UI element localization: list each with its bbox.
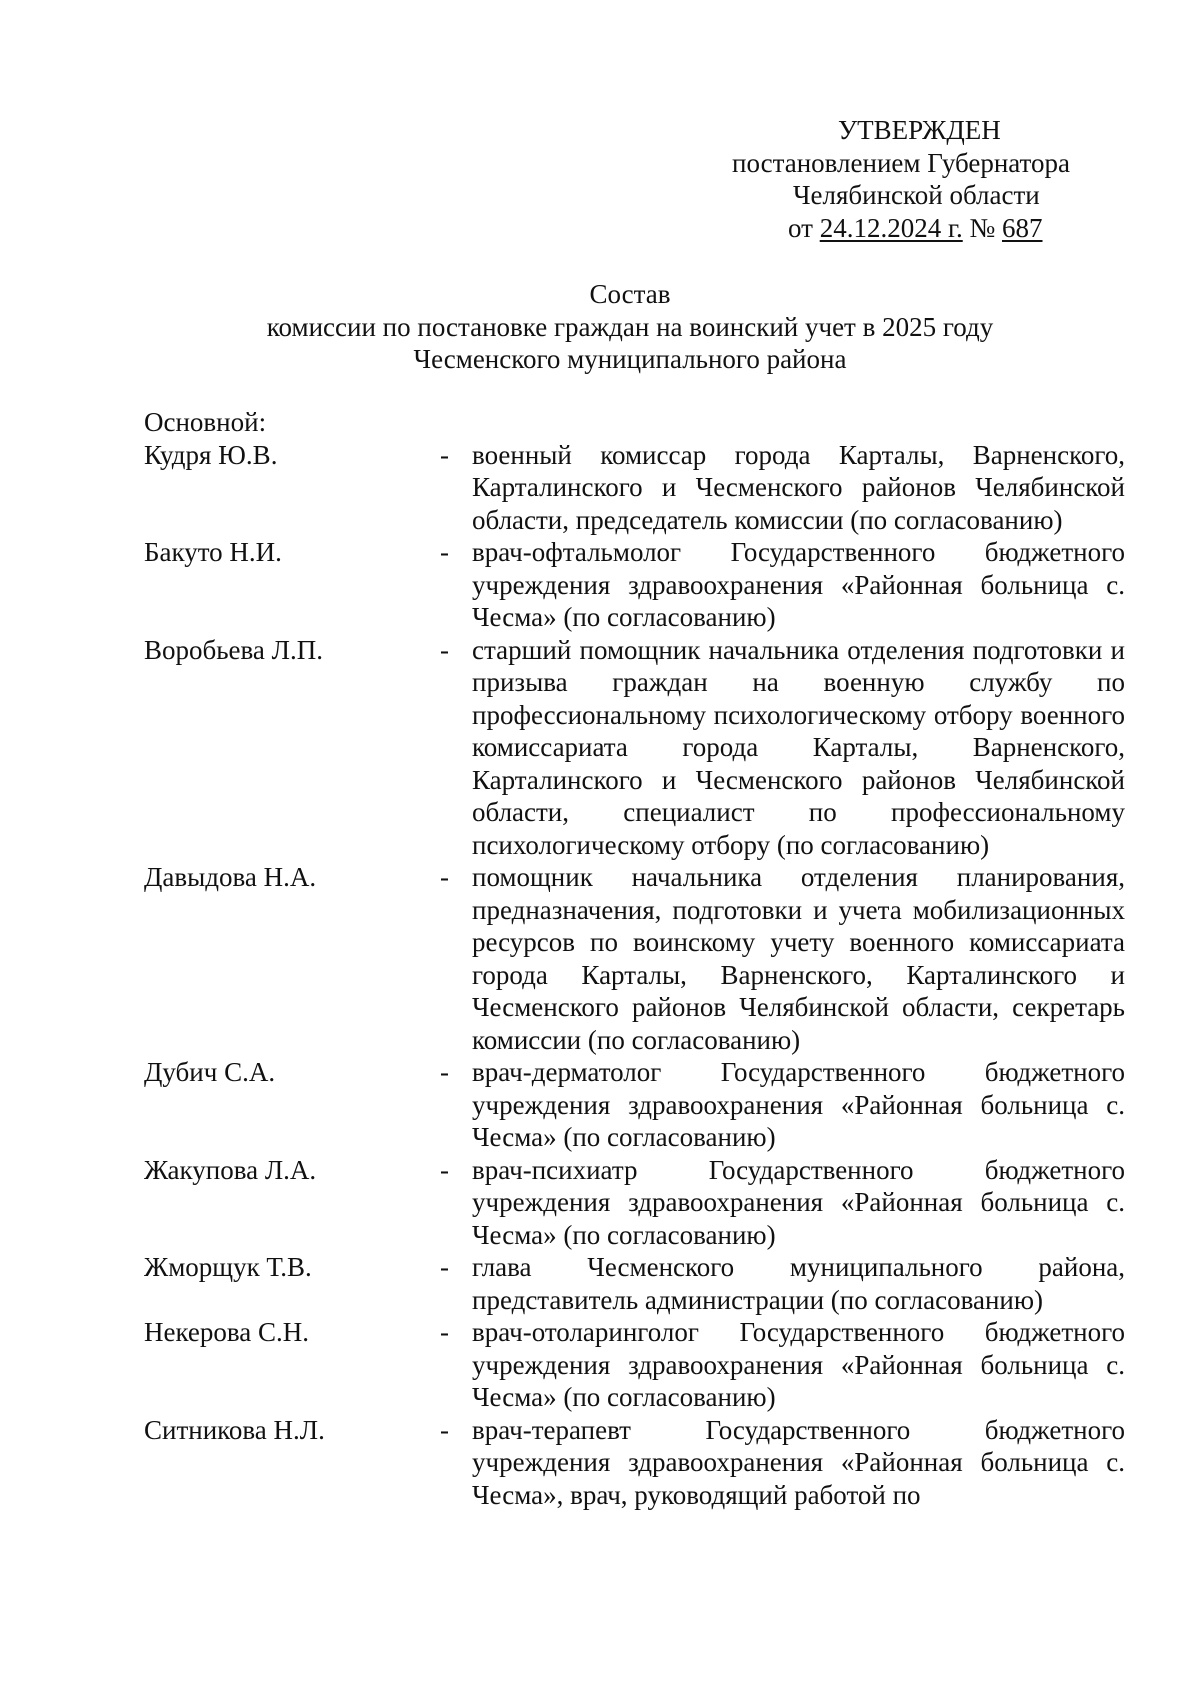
member-name: Жморщук Т.В.: [144, 1252, 312, 1282]
approval-number: 687: [1002, 212, 1043, 243]
heading-title: Состав: [589, 279, 671, 309]
member-name: Кудря Ю.В.: [144, 439, 278, 470]
heading-district: Чесменского муниципального района: [413, 344, 847, 374]
approval-date-prefix: от: [788, 212, 813, 243]
member-name: Жакупова Л.А.: [144, 1154, 317, 1185]
member-row: [144, 536, 1124, 634]
member-dash: -: [440, 1252, 449, 1282]
member-description: врач-отоларинголог Государственного бюджетного учреждения здравоохранения «Районная больница с. Чесма» (по согласованию): [472, 1317, 1125, 1412]
member-name: Дубич С.А.: [144, 1057, 276, 1087]
member-description: глава Чесменского муниципального района, представитель администрации (по согласованию): [472, 1252, 1125, 1315]
member-dash: -: [440, 439, 449, 470]
member-row: [144, 1154, 1124, 1252]
member-row: [144, 861, 1124, 1056]
member-dash: -: [440, 862, 449, 892]
member-row: [144, 1251, 1124, 1316]
member-description: военный комиссар города Карталы, Варненского, Карталинского и Чесменского районов Челябинской области, председатель комиссии (по согласованию): [472, 439, 1125, 535]
member-description: врач-офтальмолог Государственного бюджетного учреждения здравоохранения «Районная больница с. Чесма» (по согласованию): [472, 537, 1125, 632]
member-description: помощник начальника отделения планирования, предназначения, подготовки и учета мобилизационных ресурсов по воинскому учету военного комиссариата города Карталы, Варненского, Карталинского и Чесменского районов Челябинской области, секретарь комиссии (по согласованию): [472, 862, 1125, 1055]
section-label-main: Основной:: [144, 407, 267, 437]
member-description: старший помощник начальника отделения подготовки и призыва граждан на военную службу по профессиональному психологическому отбору военного комиссариата города Карталы, Варненского, Карталинского и Чесменского районов Челябинской области, специалист по профессиональному психологическому отбору (по согласованию): [472, 634, 1125, 860]
member-row: [144, 1316, 1124, 1414]
member-dash: -: [440, 1057, 449, 1087]
approval-date: 24.12.2024 г.: [819, 212, 963, 243]
member-name: Воробьева Л.П.: [144, 634, 323, 665]
member-dash: -: [440, 537, 449, 567]
approval-date-line: [690, 212, 1130, 245]
approval-stamp: [690, 114, 1130, 244]
member-name: Бакуто Н.И.: [144, 537, 282, 567]
member-name: Давыдова Н.А.: [144, 862, 317, 892]
member-description: врач-психиатр Государственного бюджетного учреждения здравоохранения «Районная больница с. Чесма» (по согласованию): [472, 1154, 1125, 1250]
member-dash: -: [440, 1154, 449, 1185]
member-row: [144, 1414, 1124, 1512]
member-dash: -: [440, 1414, 449, 1445]
approval-number-sign: №: [969, 212, 996, 243]
approval-title: УТВЕРЖДЕН: [838, 115, 1001, 145]
members-list: [144, 406, 1124, 1511]
member-row: [144, 439, 1124, 537]
member-description: врач-терапевт Государственного бюджетного учреждения здравоохранения «Районная больница с. Чесма», врач, руководящий работой по: [472, 1414, 1125, 1510]
member-name: Ситникова Н.Л.: [144, 1414, 325, 1445]
heading-subtitle: комиссии по постановке граждан на воинский учет в 2025 году: [266, 311, 994, 342]
approval-line-region: Челябинской области: [793, 180, 1040, 210]
member-dash: -: [440, 634, 449, 665]
member-dash: -: [440, 1317, 449, 1347]
member-description: врач-дерматолог Государственного бюджетного учреждения здравоохранения «Районная больница с. Чесма» (по согласованию): [472, 1057, 1125, 1152]
member-row: [144, 1056, 1124, 1154]
member-name: Некерова С.Н.: [144, 1317, 310, 1347]
document-heading: [0, 278, 1200, 376]
member-row: [144, 634, 1124, 862]
approval-line-decree: постановлением Губернатора: [732, 147, 1070, 178]
